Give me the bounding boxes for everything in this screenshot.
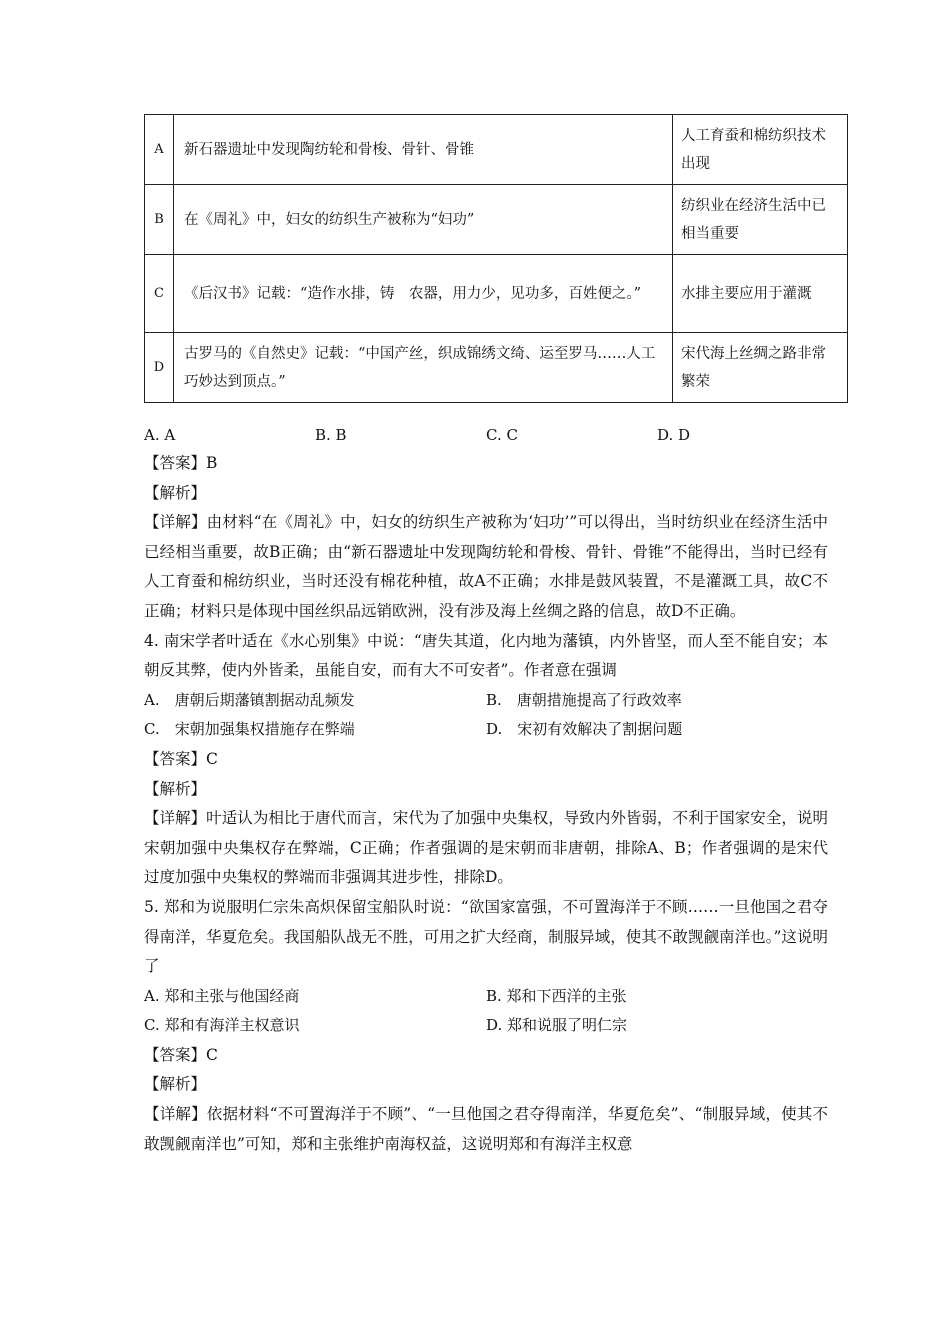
table-row xyxy=(145,115,848,185)
option-c: C. 郑和有海洋主权意识 xyxy=(144,1016,300,1035)
row-material: 在《周礼》中，妇女的纺织生产被称为“妇功” xyxy=(174,185,673,255)
q4-answer: 【答案】C xyxy=(144,749,218,768)
option-d: D. 宋初有效解决了割据问题 xyxy=(486,720,683,739)
option-c: C. 宋朝加强集权措施存在弊端 xyxy=(144,720,355,739)
q5-stem: 5. 郑和为说服明仁宗朱高炽保留宝船队时说：“欲国家富强，不可置海洋于不顾……一旦他国之君夺得南洋，华夏危矣。我国船队战无不胜，可用之扩大经商，制服异域，使其不敢觊觎南洋也。”这说明了 xyxy=(144,897,828,976)
row-material: 新石器遗址中发现陶纺轮和骨梭、骨针、骨锥 xyxy=(174,115,673,185)
q5-analysis-label: 【解析】 xyxy=(144,1075,207,1094)
q4-detail: 【详解】叶适认为相比于唐代而言，宋代为了加强中央集权，导致内外皆弱，不利于国家安全，说明宋朝加强中央集权存在弊端，C正确；作者强调的是宋朝而非唐朝，排除A、B；作者强调的是宋代过度加强中央集权的弊端而非强调其进步性，排除D。 xyxy=(144,809,828,887)
q4-analysis-label: 【解析】 xyxy=(144,779,207,798)
q4-stem: 4. 南宋学者叶适在《水心别集》中说：“唐失其道，化内地为藩镇，内外皆坚，而人至不能自安；本朝反其弊，使内外皆柔，虽能自安，而有大不可安者”。作者意在强调 xyxy=(144,631,828,680)
q3-material-table xyxy=(144,114,848,403)
row-material: 古罗马的《自然史》记载：“中国产丝，织成锦绣文绮、运至罗马……人工巧妙达到顶点。” xyxy=(174,333,673,403)
row-label: B xyxy=(145,185,174,255)
document-page xyxy=(144,114,828,1159)
row-conclusion: 纺织业在经济生活中已相当重要 xyxy=(673,185,848,255)
q4-options-row1 xyxy=(144,686,828,716)
table-row xyxy=(145,255,848,333)
row-label: C xyxy=(145,255,174,333)
option-b: B. 郑和下西洋的主张 xyxy=(486,986,627,1005)
row-label: D xyxy=(145,333,174,403)
q5-options-row2 xyxy=(144,1011,828,1041)
option-b: B. 唐朝措施提高了行政效率 xyxy=(486,690,682,709)
q5-options-row1 xyxy=(144,982,828,1012)
row-material: 《后汉书》记载：“造作水排，铸 农器，用力少，见功多，百姓便之。” xyxy=(174,255,673,333)
q5-detail: 【详解】依据材料“不可置海洋于不顾”、“一旦他国之君夺得南洋，华夏危矣”、“制服异域，使其不敢觊觎南洋也”可知，郑和主张维护南海权益，这说明郑和有海洋主权意 xyxy=(144,1105,828,1153)
option-c: C. C xyxy=(486,426,518,444)
row-conclusion: 宋代海上丝绸之路非常繁荣 xyxy=(673,333,848,403)
row-label: A xyxy=(145,115,174,185)
q3-options xyxy=(144,421,828,449)
option-d: D. 郑和说服了明仁宗 xyxy=(486,1016,628,1035)
q4-options-row2 xyxy=(144,715,828,745)
option-a: A. 唐朝后期藩镇割据动乱频发 xyxy=(144,690,355,709)
option-a: A. 郑和主张与他国经商 xyxy=(144,986,300,1005)
row-conclusion: 人工育蚕和棉纺织技术出现 xyxy=(673,115,848,185)
option-b: B. B xyxy=(315,426,347,444)
option-d: D. D xyxy=(657,426,691,444)
q3-detail: 【详解】由材料“在《周礼》中，妇女的纺织生产被称为‘妇功’”可以得出，当时纺织业在经济生活中已经相当重要，故B正确；由“新石器遗址中发现陶纺轮和骨梭、骨针、骨锥”不能得出，当时已经有人工育蚕和棉纺织业，当时还没有棉花种植，故A不正确；水排是鼓风装置，不是灌溉工具，故C不正确；材料只是体现中国丝织品远销欧洲，没有涉及海上丝绸之路的信息，故D不正确。 xyxy=(144,513,828,620)
q3-answer: 【答案】B xyxy=(144,454,218,472)
q3-analysis-label: 【解析】 xyxy=(144,483,207,502)
option-a: A. A xyxy=(144,426,176,444)
table-row xyxy=(145,333,848,403)
row-conclusion: 水排主要应用于灌溉 xyxy=(673,255,848,333)
table-row xyxy=(145,185,848,255)
q5-answer: 【答案】C xyxy=(144,1045,218,1064)
